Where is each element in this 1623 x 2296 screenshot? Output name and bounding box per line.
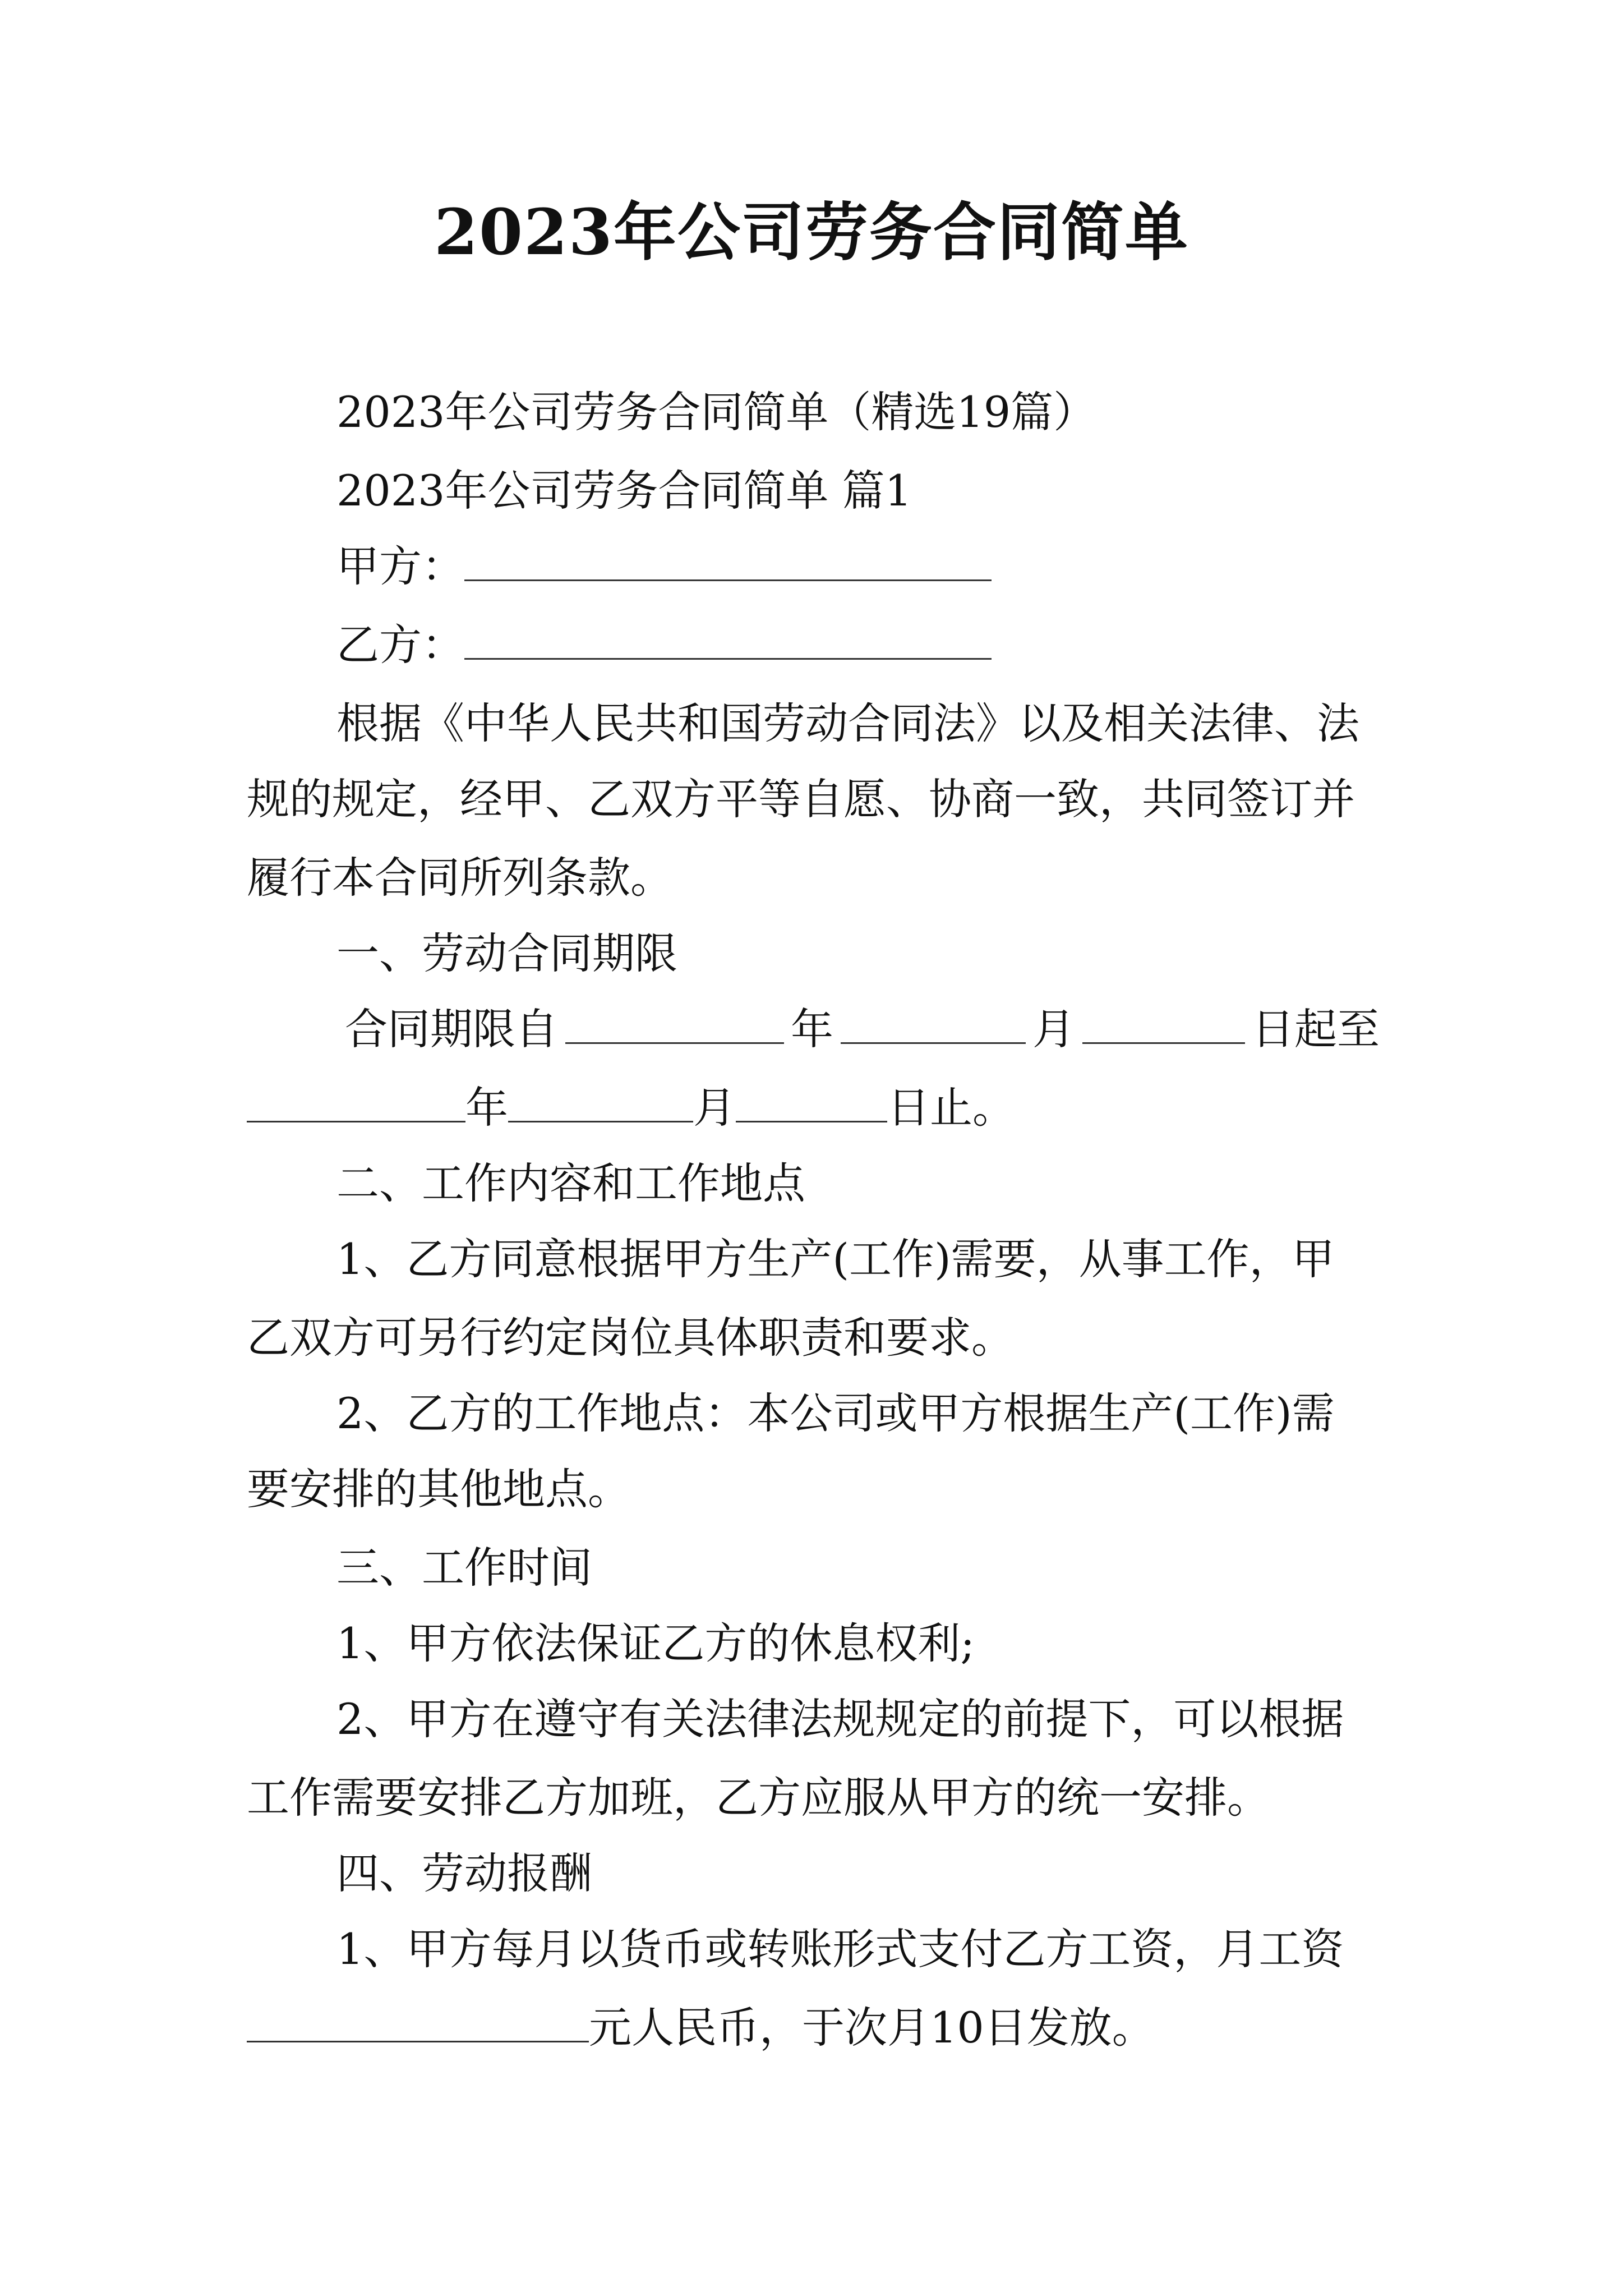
- end-month-label: 月: [693, 1083, 736, 1133]
- party-a-blank: [464, 536, 992, 581]
- party-b-label: 乙方：: [336, 620, 464, 670]
- start-year-label: 年: [791, 1004, 833, 1054]
- s2-p1-line-2: 乙双方可另行约定岗位具体职责和要求。: [247, 1313, 1014, 1363]
- party-a-line: [336, 536, 1380, 597]
- start-month-label: 月: [1032, 1004, 1075, 1054]
- party-a-label: 甲方：: [336, 541, 464, 591]
- s2-p2-line-2: 要安排的其他地点。: [247, 1464, 630, 1514]
- monthly-wage-blank: [247, 1997, 589, 2042]
- document-title: 2023年公司劳务合同简单: [434, 196, 1189, 269]
- part-heading: 2023年公司劳务合同简单 篇1: [336, 466, 912, 516]
- start-year-blank: [565, 999, 784, 1044]
- s3-p1: 1、甲方依法保证乙方的休息权利;: [336, 1618, 975, 1668]
- section-2-heading: 二、工作内容和工作地点: [336, 1158, 805, 1208]
- wage-suffix: 元人民币，于次月10日发放。: [589, 2003, 1155, 2053]
- term-from-label: 合同期限自: [345, 1004, 558, 1054]
- contract-term-line-1: [345, 999, 1380, 1060]
- party-b-blank: [464, 614, 992, 660]
- s2-p1-line-1: 1、乙方同意根据甲方生产(工作)需要，从事工作，甲: [336, 1234, 1335, 1284]
- end-day-blank: [736, 1077, 887, 1122]
- intro-line-1: 根据《中华人民共和国劳动合同法》以及相关法律、法: [336, 698, 1359, 748]
- section-3-heading: 三、工作时间: [336, 1543, 592, 1593]
- end-year-label: 年: [465, 1083, 508, 1133]
- start-month-blank: [841, 999, 1026, 1044]
- s3-p2-line-2: 工作需要安排乙方加班，乙方应服从甲方的统一安排。: [247, 1773, 1270, 1823]
- document-subtitle: 2023年公司劳务合同简单（精选19篇）: [336, 387, 1096, 437]
- start-day-label: 日起至: [1252, 1004, 1380, 1054]
- section-1-heading: 一、劳动合同期限: [336, 928, 677, 978]
- s4-p1-line-1: 1、甲方每月以货币或转账形式支付乙方工资，月工资: [336, 1924, 1344, 1974]
- party-b-line: [336, 614, 1380, 676]
- s2-p2-line-1: 2、乙方的工作地点：本公司或甲方根据生产(工作)需: [336, 1388, 1335, 1438]
- section-4-heading: 四、劳动报酬: [336, 1848, 592, 1898]
- end-year-blank: [247, 1077, 465, 1122]
- intro-line-2: 规的规定，经甲、乙双方平等自愿、协商一致，共同签订并: [247, 774, 1355, 824]
- s3-p2-line-1: 2、甲方在遵守有关法律法规规定的前提下，可以根据: [336, 1694, 1344, 1744]
- end-day-label: 日止。: [887, 1083, 1015, 1133]
- end-month-blank: [508, 1077, 693, 1122]
- contract-term-line-2: [247, 1077, 1380, 1139]
- start-day-blank: [1082, 999, 1245, 1044]
- intro-line-3: 履行本合同所列条款。: [247, 853, 673, 903]
- s4-p1-line-2: [247, 1997, 1380, 2059]
